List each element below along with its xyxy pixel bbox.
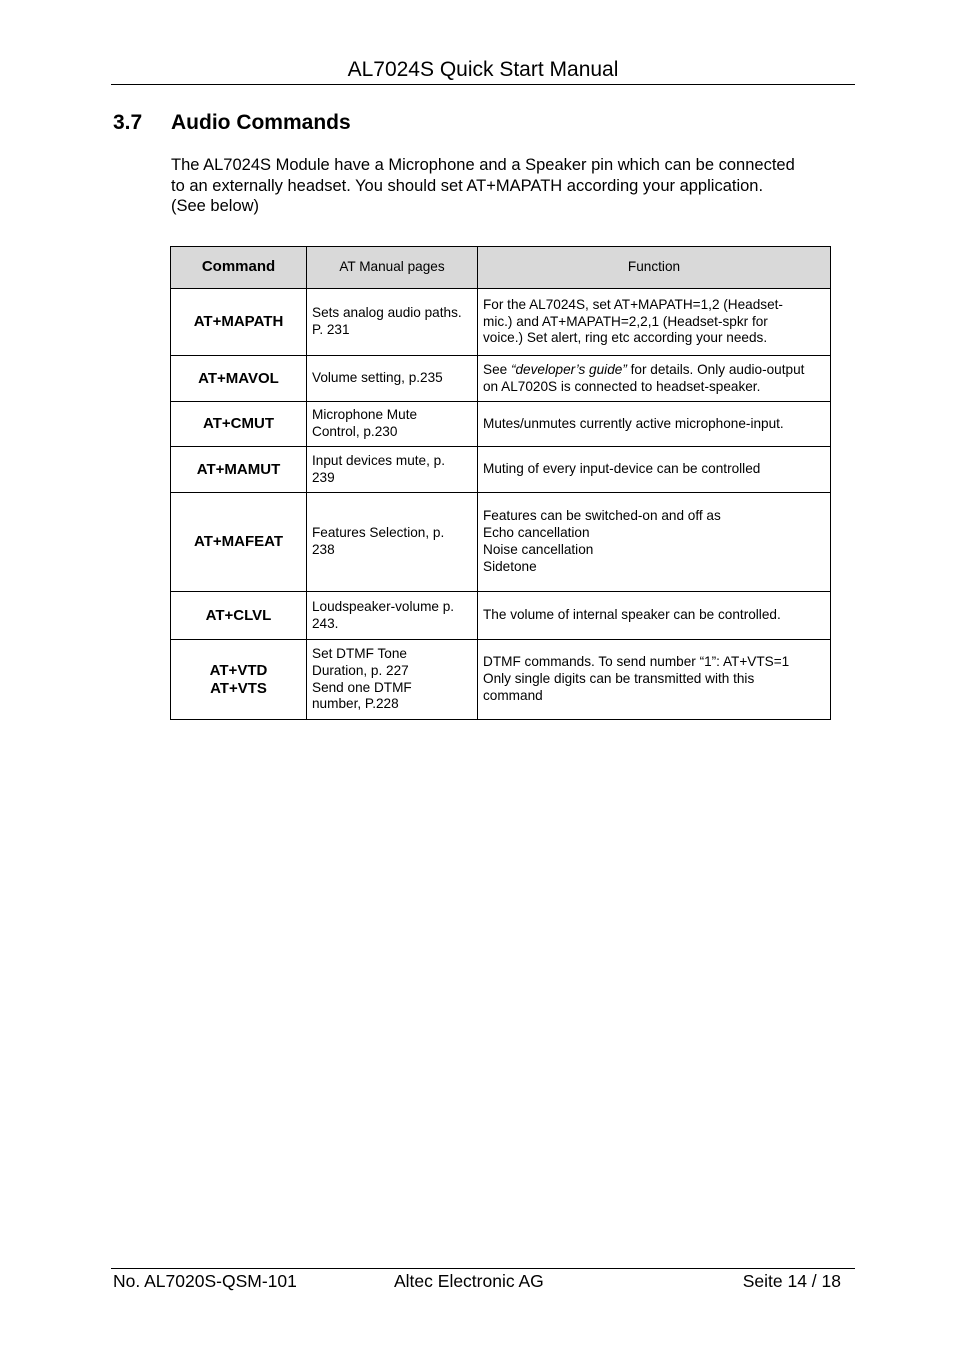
function-cell: [478, 592, 831, 640]
section-title: Audio Commands: [171, 111, 351, 134]
pages-text: 243.: [312, 615, 339, 631]
footer-company: Altec Electronic AG: [394, 1271, 544, 1291]
intro-line: The AL7024S Module have a Microphone and a Speaker pin which can be connected: [171, 156, 795, 174]
pages-text: Set DTMF Tone: [312, 645, 407, 661]
function-text: command: [483, 687, 543, 703]
pages-text: Input devices mute, p.: [312, 452, 445, 468]
pages-text: Send one DTMF: [312, 679, 412, 695]
command-cell: [171, 289, 307, 356]
audio-commands-table: [170, 246, 831, 720]
section-number: 3.7: [113, 111, 143, 134]
pages-text: Duration, p. 227: [312, 662, 409, 678]
function-text: Noise cancellation: [483, 542, 594, 557]
command-name: AT+MAVOL: [198, 369, 279, 387]
command-cell: [171, 493, 307, 592]
command-cell: [171, 447, 307, 493]
column-header-command: Command: [171, 247, 307, 289]
developers-guide-reference: “developer’s guide”: [510, 361, 627, 377]
pages-cell: [307, 493, 478, 592]
footer-divider: [111, 1268, 855, 1269]
pages-cell: [307, 356, 478, 402]
function-cell: [478, 640, 831, 720]
command-name: AT+CMUT: [203, 415, 274, 432]
table-row: [171, 640, 831, 720]
pages-text: Sets analog audio paths.: [312, 305, 462, 321]
function-text-prefix: See: [483, 361, 511, 377]
function-cell: [478, 402, 831, 447]
command-name: AT+MAMUT: [196, 460, 281, 478]
footer-document-number: No. AL7020S-QSM-101: [113, 1271, 297, 1291]
function-text: For the AL7024S, set AT+MAPATH=1,2 (Headset-: [483, 296, 783, 312]
pages-text: 238: [312, 542, 335, 557]
table-row: [171, 289, 831, 356]
pages-cell: [307, 640, 478, 720]
intro-line: (See below): [171, 197, 260, 216]
table-row: [171, 356, 831, 402]
command-name: AT+MAFEAT: [193, 533, 284, 550]
pages-text: Features Selection, p.: [312, 525, 445, 541]
function-text: The volume of internal speaker can be controlled.: [483, 607, 781, 623]
command-name: AT+MAPATH: [193, 313, 284, 330]
function-text: Sidetone: [483, 558, 537, 574]
function-text: Muting of every input-device can be controlled: [483, 461, 761, 477]
function-cell: [478, 447, 831, 493]
pages-text: number, P.228: [312, 696, 399, 712]
function-text: Mutes/unmutes currently active microphone-input.: [483, 415, 784, 431]
pages-text: 239: [312, 469, 335, 485]
intro-line: to an externally headset. You should set AT+MAPATH according your application.: [171, 176, 764, 195]
function-text: DTMF commands. To send number “1”: AT+VTS=1: [483, 654, 790, 670]
column-header-pages: AT Manual pages: [307, 247, 478, 289]
pages-text: Volume setting, p.235: [312, 370, 443, 386]
table-row: [171, 592, 831, 640]
pages-text: P. 231: [312, 322, 350, 337]
function-text: Only single digits can be transmitted with this: [483, 671, 755, 687]
table-row: [171, 402, 831, 447]
footer-page-number: Seite 14 / 18: [742, 1271, 841, 1291]
function-cell: [478, 289, 831, 356]
function-text: voice.) Set alert, ring etc according your needs.: [483, 330, 768, 346]
function-cell: [478, 493, 831, 592]
table-row: [171, 493, 831, 592]
command-name: AT+CLVL: [205, 606, 272, 624]
table-header-row: [171, 247, 831, 289]
page-header-title: AL7024S Quick Start Manual: [347, 58, 619, 81]
table-row: [171, 447, 831, 493]
pages-cell: [307, 592, 478, 640]
column-header-function: Function: [478, 247, 831, 289]
intro-paragraph: [171, 155, 851, 217]
pages-text: Control, p.230: [312, 424, 398, 439]
pages-cell: [307, 289, 478, 356]
function-text: mic.) and AT+MAPATH=2,2,1 (Headset-spkr for: [483, 313, 768, 329]
command-cell: [171, 356, 307, 402]
pages-cell: [307, 447, 478, 493]
pages-cell: [307, 402, 478, 447]
function-cell: [478, 356, 831, 402]
function-text: on AL7020S is connected to headset-speaker.: [483, 378, 761, 394]
function-text: [483, 362, 825, 379]
function-text-suffix: for details. Only audio-output: [626, 361, 805, 377]
section-heading: [113, 110, 351, 136]
command-name: AT+VTS: [210, 679, 267, 697]
header-divider: [111, 84, 855, 85]
pages-text: Microphone Mute: [312, 407, 418, 423]
command-cell: [171, 402, 307, 447]
pages-text: Loudspeaker-volume p.: [312, 598, 455, 614]
function-text: Echo cancellation: [483, 525, 590, 541]
command-name: AT+VTD: [209, 661, 268, 679]
command-cell: [171, 640, 307, 720]
function-text: Features can be switched-on and off as: [483, 508, 721, 524]
command-cell: [171, 592, 307, 640]
